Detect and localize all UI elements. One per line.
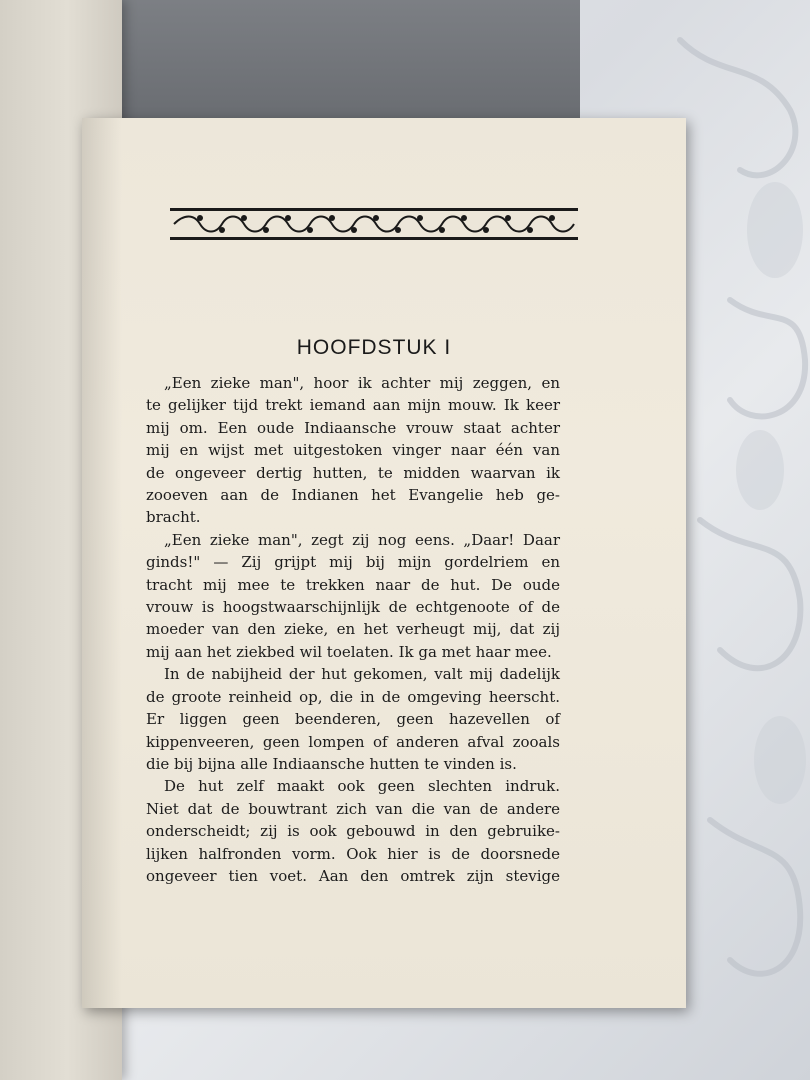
- page-gutter-shadow: [82, 118, 122, 1008]
- text-line: mij en wijst met uitgestoken vinger naar één van: [146, 441, 560, 460]
- decorative-header-band: [170, 208, 578, 240]
- text-line: Er liggen geen beenderen, geen hazevellen of: [146, 710, 560, 729]
- text-line: ongeveer tien voet. Aan den omtrek zijn stevige: [146, 866, 560, 885]
- text-line: In de nabijheid der hut gekomen, valt mij dadelijk: [164, 665, 560, 684]
- book-shadow-top: [100, 0, 580, 118]
- text-line: mij om. Een oude Indiaansche vrouw staat achter: [146, 418, 560, 437]
- chapter-body-text: [146, 372, 560, 887]
- text-line: onderscheidt; zij is ook gebouwd in den gebruike-: [146, 822, 560, 841]
- text-line: de ongeveer dertig hutten, te midden waarvan ik: [146, 463, 560, 482]
- text-line: lijken halfronden vorm. Ook hier is de doorsnede: [146, 844, 560, 863]
- text-line: te gelijker tijd trekt iemand aan mijn mouw. Ik keer: [146, 396, 560, 415]
- text-line: vrouw is hoogstwaarschijnlijk de echtgenoote of de: [146, 598, 560, 617]
- text-line: kippenveeren, geen lompen of anderen afval zooals: [146, 732, 560, 751]
- text-line: De hut zelf maakt ook geen slechten indruk.: [164, 777, 560, 796]
- text-line: Niet dat de bouwtrant zich van die van de andere: [146, 799, 560, 818]
- chapter-title: HOOFDSTUK I: [296, 336, 452, 359]
- text-line: die bij bijna alle Indiaansche hutten te vinden is.: [146, 754, 517, 773]
- text-line: ginds!" — Zij grijpt mij bij mijn gordelriem en: [146, 553, 560, 572]
- text-line: zooeven aan de Indianen het Evangelie heb ge-: [146, 486, 560, 505]
- text-line: de groote reinheid op, die in de omgeving heerscht.: [146, 687, 560, 706]
- text-line: tracht mij mee te trekken naar de hut. De oude: [146, 575, 560, 594]
- text-line: „Een zieke man", hoor ik achter mij zeggen, en: [164, 374, 560, 392]
- text-line: bracht.: [146, 508, 201, 527]
- text-line: mij aan het ziekbed wil toelaten. Ik ga met haar mee.: [146, 642, 552, 661]
- text-line: „Een zieke man", zegt zij nog eens. „Daar! Daar: [164, 530, 560, 549]
- text-line: moeder van den zieke, en het verheugt mij, dat zij: [146, 620, 560, 639]
